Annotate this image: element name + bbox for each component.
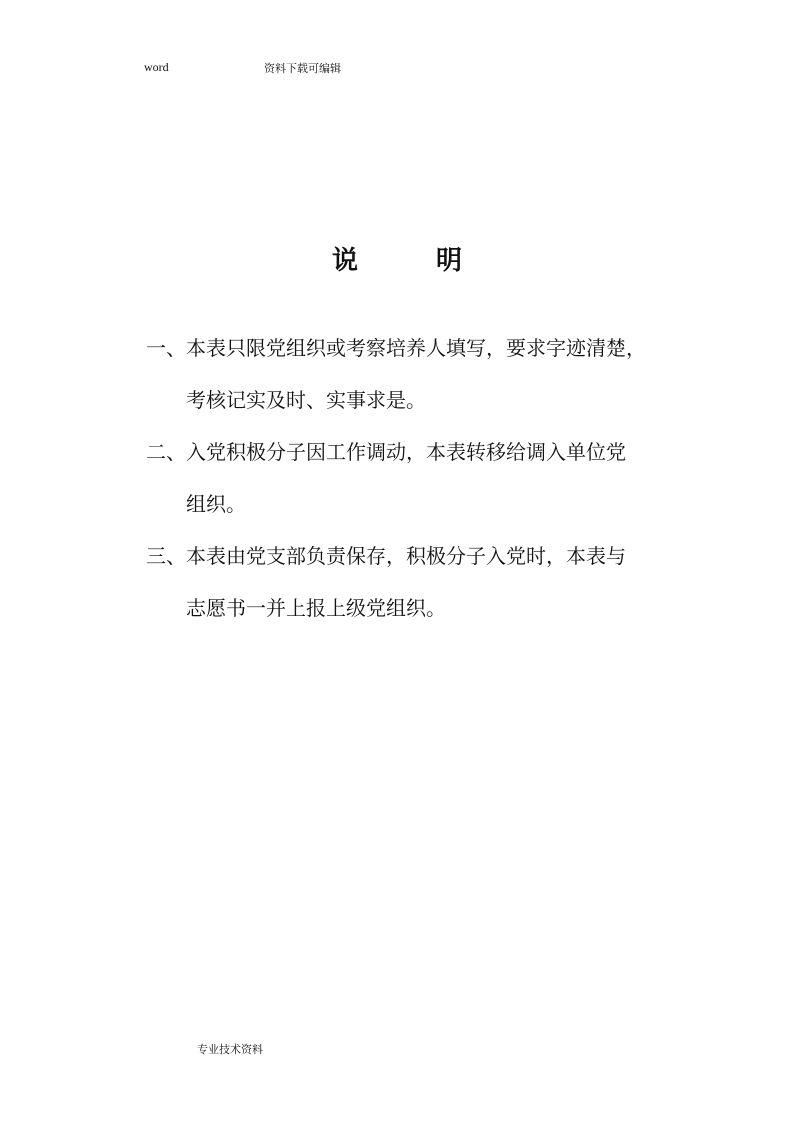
title-char-2: 明 — [436, 246, 463, 276]
instruction-item-2-line-2: 组织。 — [186, 492, 246, 516]
header-right-text: 资料下载可编辑 — [264, 62, 341, 75]
instruction-item-2 — [146, 426, 666, 530]
header-left-text: word — [144, 60, 169, 74]
page-title — [0, 240, 794, 277]
instruction-item-2-line-1: 二、入党积极分子因工作调动，本表转移给调入单位党 — [146, 440, 626, 464]
instruction-item-1-line-1: 一、本表只限党组织或考察培养人填写，要求字迹清楚， — [146, 336, 646, 360]
instruction-item-1-line-2: 考核记实及时、实事求是。 — [186, 388, 426, 412]
instruction-item-3 — [146, 530, 666, 634]
instruction-item-1 — [146, 322, 666, 426]
page-footer: 专业技术资料 — [197, 1043, 263, 1056]
title-char-1: 说 — [331, 246, 358, 276]
instruction-item-3-line-2: 志愿书一并上报上级党组织。 — [186, 596, 446, 620]
instruction-item-3-line-1: 三、本表由党支部负责保存，积极分子入党时，本表与 — [146, 544, 626, 568]
